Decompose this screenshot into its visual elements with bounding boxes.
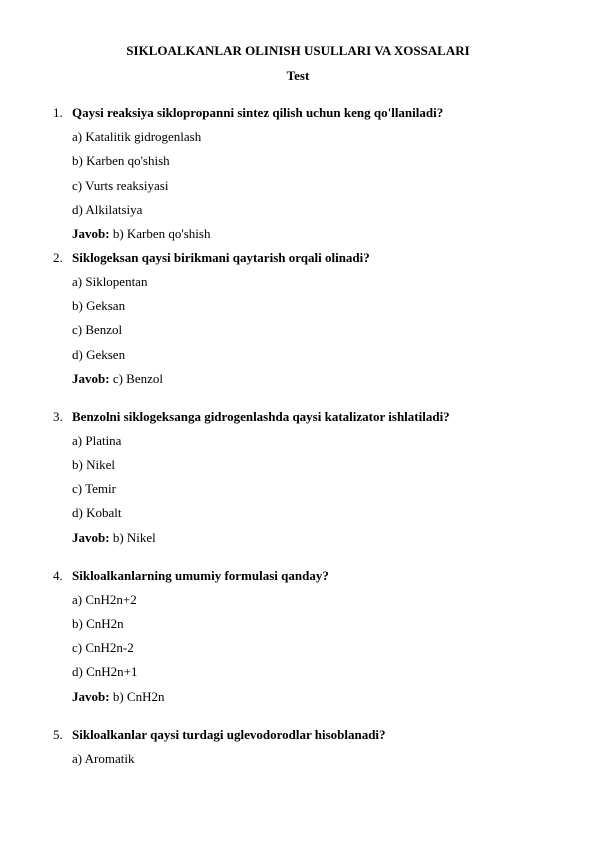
answer-value: c) Benzol xyxy=(112,371,163,386)
answer-line xyxy=(72,226,210,242)
question-number: 2. xyxy=(53,250,63,265)
option-b: b) Karben qo'shish xyxy=(72,153,170,168)
answer-value: b) CnH2n xyxy=(112,689,165,704)
option-a: a) Siklopentan xyxy=(72,274,148,289)
document-title: SIKLOALKANLAR OLINISH USULLARI VA XOSSALARI xyxy=(126,43,470,58)
answer-line xyxy=(72,371,163,387)
question-number: 3. xyxy=(53,409,63,424)
document-subtitle: Test xyxy=(286,68,310,83)
answer-label: Javob: xyxy=(72,371,110,386)
question-text: Sikloalkanlarning umumiy formulasi qanday? xyxy=(72,568,329,583)
option-b: b) Nikel xyxy=(72,457,115,472)
question-text: Sikloalkanlar qaysi turdagi uglevodorodlar hisoblanadi? xyxy=(72,727,386,742)
answer-line xyxy=(72,530,156,546)
option-c: c) Vurts reaksiyasi xyxy=(72,178,169,193)
option-b: b) Geksan xyxy=(72,298,126,313)
option-c: c) CnH2n-2 xyxy=(72,640,134,655)
option-a: a) Aromatik xyxy=(72,751,135,766)
question-number: 1. xyxy=(53,105,63,120)
option-b: b) CnH2n xyxy=(72,616,124,631)
option-a: a) Platina xyxy=(72,433,122,448)
option-a: a) Katalitik gidrogenlash xyxy=(72,129,202,144)
question-number: 4. xyxy=(53,568,63,583)
answer-label: Javob: xyxy=(72,226,110,241)
option-d: d) Geksen xyxy=(72,347,126,362)
answer-label: Javob: xyxy=(72,530,110,545)
option-d: d) CnH2n+1 xyxy=(72,664,138,679)
option-c: c) Benzol xyxy=(72,322,123,337)
option-a: a) CnH2n+2 xyxy=(72,592,137,607)
option-c: c) Temir xyxy=(72,481,116,496)
question-text: Siklogeksan qaysi birikmani qaytarish orqali olinadi? xyxy=(72,250,370,265)
option-d: d) Kobalt xyxy=(72,505,122,520)
question-text: Qaysi reaksiya siklopropanni sintez qilish uchun keng qo'llaniladi? xyxy=(72,105,444,120)
answer-value: b) Nikel xyxy=(112,530,156,545)
option-d: d) Alkilatsiya xyxy=(72,202,143,217)
answer-label: Javob: xyxy=(72,689,110,704)
question-number: 5. xyxy=(53,727,63,742)
answer-line xyxy=(72,689,164,705)
answer-value: b) Karben qo'shish xyxy=(112,226,211,241)
question-text: Benzolni siklogeksanga gidrogenlashda qaysi katalizator ishlatiladi? xyxy=(72,409,450,424)
